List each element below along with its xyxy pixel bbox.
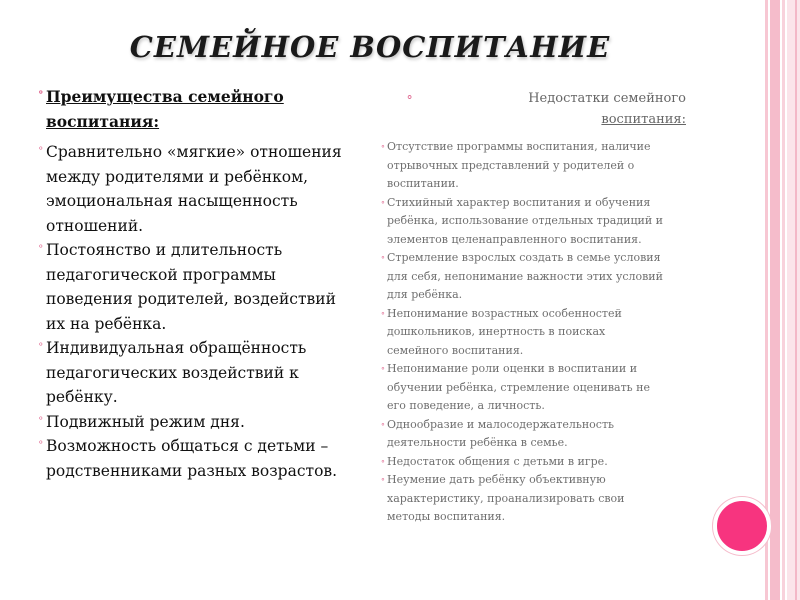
bullet-icon: ⚬ — [380, 476, 386, 484]
advantage-line: Постоянство и длительность — [46, 241, 283, 259]
disadvantage-item — [380, 471, 688, 527]
advantage-line: родственниками разных возрастов. — [46, 461, 338, 480]
advantage-item — [38, 238, 358, 336]
bullet-icon: ⚬ — [37, 438, 45, 448]
disadvantages-heading-line: воспитания: — [601, 112, 686, 127]
bullet-icon: ⚬ — [37, 340, 45, 350]
disadvantage-line: семейного воспитания. — [387, 343, 524, 357]
advantage-line: их на ребёнка. — [46, 314, 167, 333]
disadvantage-line: Недостаток общения с детьми в игре. — [387, 454, 608, 468]
disadvantage-item — [380, 416, 688, 453]
disadvantage-line: воспитании. — [387, 177, 459, 190]
decorative-stripe — [787, 0, 800, 600]
advantage-line: отношений. — [46, 216, 144, 235]
bullet-icon: ⚬ — [37, 144, 45, 154]
disadvantage-item — [380, 138, 688, 194]
decorative-stripe — [770, 0, 780, 600]
advantage-line: между родителями и ребёнком, — [46, 167, 309, 186]
advantage-line: Возможность общаться с детьми – — [46, 437, 329, 455]
advantage-line: ребёнку. — [46, 388, 118, 406]
advantage-line: педагогической программы — [46, 265, 276, 284]
disadvantages-heading-line: Недостатки семейного — [528, 91, 686, 106]
advantage-line: поведения родителей, воздействий — [46, 290, 336, 308]
advantage-item — [38, 140, 358, 238]
advantage-item — [38, 434, 358, 483]
bullet-icon: ⚬ — [380, 143, 386, 151]
disadvantage-line: Однообразие и малосодержательность — [387, 417, 615, 431]
decorative-stripe — [782, 0, 785, 600]
slide-title: СЕМЕЙНОЕ ВОСПИТАНИЕ — [129, 30, 611, 64]
disadvantage-line: Отсутствие программы воспитания, наличие — [387, 140, 651, 153]
decorative-circle — [713, 497, 771, 555]
bullet-icon: ⚬ — [380, 420, 386, 429]
disadvantage-item — [380, 360, 688, 416]
bullet-icon: ⚬ — [37, 413, 45, 424]
disadvantage-line: обучении ребёнка, стремление оценивать не — [387, 380, 650, 394]
disadvantage-line: Стремление взрослых создать в семье условия — [387, 251, 661, 264]
advantage-line: Индивидуальная обращённость — [46, 339, 307, 357]
disadvantage-item — [380, 453, 688, 472]
advantage-item — [38, 336, 358, 410]
bullet-icon: ⚬ — [380, 309, 386, 318]
disadvantage-line: Непонимание роли оценки в воспитании и — [387, 362, 638, 375]
disadvantages-heading-text — [446, 88, 686, 130]
bullet-icon: ⚬ — [37, 242, 45, 252]
disadvantage-line: методы воспитания. — [387, 510, 506, 523]
bullet-icon: ⚬ — [405, 91, 415, 104]
advantages-heading-line: Преимущества семейного — [46, 87, 284, 106]
bullet-icon: ⚬ — [380, 457, 386, 466]
disadvantage-line: ребёнка, использование отдельных традиций и — [387, 214, 664, 227]
disadvantage-line: для себя, непонимание важности этих условий — [387, 269, 663, 283]
disadvantages-column — [380, 86, 688, 527]
decorative-stripe — [795, 0, 797, 600]
disadvantage-line: Стихийный характер воспитания и обучения — [387, 195, 651, 209]
disadvantage-line: отрывочных представлений у родителей о — [387, 158, 635, 172]
advantage-item — [38, 410, 358, 435]
disadvantage-item — [380, 249, 688, 305]
disadvantage-line: для ребёнка. — [387, 288, 463, 301]
bullet-icon: ⚬ — [37, 88, 45, 98]
advantages-column — [38, 84, 358, 483]
disadvantage-line: его поведение, а личность. — [387, 399, 545, 412]
disadvantage-line: характеристику, проанализировать свои — [387, 491, 625, 505]
disadvantage-item — [380, 305, 688, 361]
disadvantage-line: элементов целенаправленного воспитания. — [387, 232, 642, 246]
bullet-icon: ⚬ — [380, 365, 386, 373]
bullet-icon: ⚬ — [380, 198, 386, 207]
advantage-line: Сравнительно «мягкие» отношения — [46, 143, 342, 161]
disadvantage-line: деятельности ребёнка в семье. — [387, 436, 568, 449]
disadvantage-line: Непонимание возрастных особенностей — [387, 306, 622, 320]
advantage-line: эмоциональная насыщенность — [46, 192, 298, 210]
bullet-icon: ⚬ — [380, 254, 386, 262]
advantage-line: Подвижный режим дня. — [46, 412, 245, 431]
disadvantage-line: дошкольников, инертность в поисках — [387, 325, 606, 338]
disadvantage-line: Неумение дать ребёнку объективную — [387, 473, 606, 486]
advantages-heading — [38, 84, 358, 134]
advantages-heading-line: воспитания: — [46, 112, 160, 131]
disadvantages-heading — [383, 86, 688, 134]
disadvantage-item — [380, 194, 688, 250]
advantage-line: педагогических воздействий к — [46, 363, 299, 382]
